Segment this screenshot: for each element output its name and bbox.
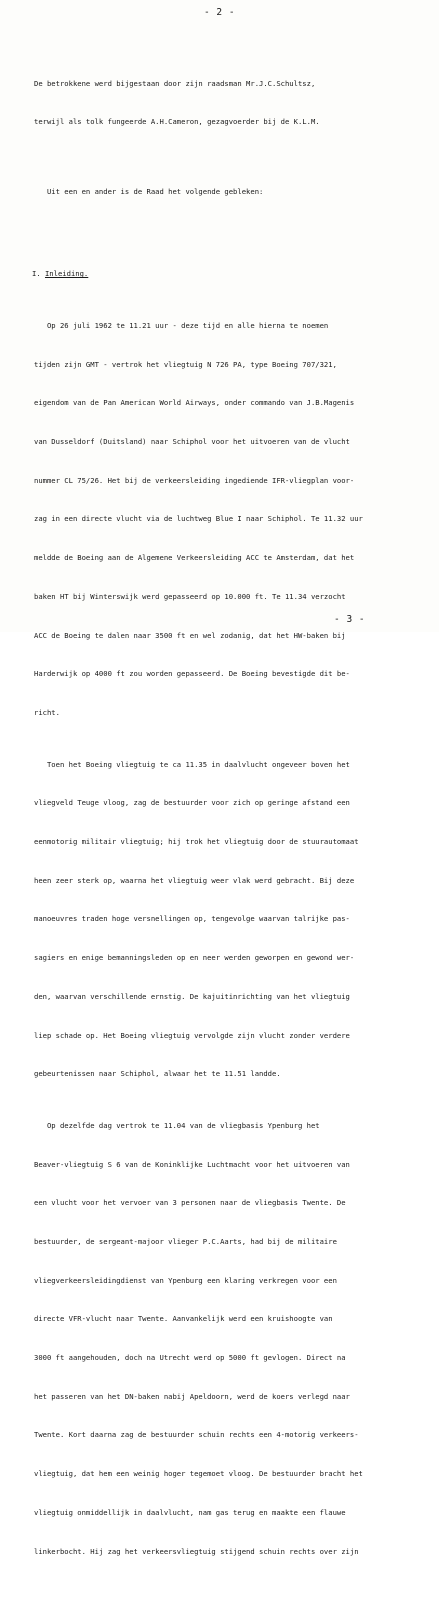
paragraph-line: ACC de Boeing te dalen naar 3500 ft en wel zodanig, dat het HW-baken bij <box>34 630 346 640</box>
paragraph-line: manoeuvres traden hoge versnellingen op, tengevolge waarvan talrijke pas- <box>34 914 350 924</box>
page-number-bottom: - 3 - <box>334 614 366 625</box>
paragraph-line: heen zeer sterk op, waarna het vliegtuig weer vlak werd gebracht. Bij deze <box>34 875 355 885</box>
section-number: I. <box>32 269 41 279</box>
paragraph-line: vliegtuig onmiddellijk in daalvlucht, nam gas terug en maakte een flauwe <box>34 1507 346 1517</box>
paragraph-line: vliegtuig, dat hem een weinig hoger tegemoet vloog. De bestuurder bracht het <box>34 1469 363 1479</box>
paragraph-line: den, waarvan verschillende ernstig. De kajuitinrichting van het vliegtuig <box>34 991 350 1001</box>
paragraph-line: vliegverkeersleidingdienst van Ypenburg een klaring verkregen voor een <box>34 1275 337 1285</box>
paragraph-line: zag in een directe vlucht via de luchtweg Blue I naar Schiphol. Te 11.32 uur <box>34 514 363 524</box>
paragraph-line: richt. <box>34 708 60 717</box>
paragraph-line: van Dusseldorf (Duitsland) naar Schiphol voor het uitvoeren van de vlucht <box>34 437 350 447</box>
section-title: Inleiding. <box>44 269 89 279</box>
document-body <box>34 39 432 1597</box>
paragraph-line: vliegveld Teuge vloog, zag de bestuurder voor zich op geringe afstand een <box>34 798 350 808</box>
paragraph-line: Toen het Boeing vliegtuig te ca 11.35 in daalvlucht ongeveer boven het <box>34 759 350 769</box>
paragraph-line: 3000 ft aangehouden, doch na Utrecht werd op 5000 ft gevlogen. Direct na <box>34 1353 346 1363</box>
paragraph-line: linkerbocht. Hij zag het verkeersvliegtuig stijgend schuin rechts over zijn <box>34 1546 359 1556</box>
paragraph-line: Beaver-vliegtuig S 6 van de Koninklijke Luchtmacht voor het uitvoeren van <box>34 1159 350 1169</box>
paragraph-line: baken HT bij Winterswijk werd gepasseerd op 10.000 ft. Te 11.34 verzocht <box>34 591 346 601</box>
paragraph-line: liep schade op. Het Boeing vliegtuig vervolgde zijn vlucht zonder verdere <box>34 1030 350 1040</box>
paragraph-line: het passeren van het DN-baken nabij Apeldoorn, werd de koers verlegd naar <box>34 1391 350 1401</box>
paragraph-line: Op dezelfde dag vertrok te 11.04 van de vliegbasis Ypenburg het <box>34 1120 320 1130</box>
paragraph-line: directe VFR-vlucht naar Twente. Aanvankelijk werd een kruishoogte van <box>34 1314 333 1324</box>
intro-statement: Uit een en ander is de Raad het volgende gebleken: <box>34 186 264 196</box>
intro-line: De betrokkene werd bijgestaan door zijn raadsman Mr.J.C.Schultsz, <box>34 78 316 88</box>
paragraph-line: sagiers en enige bemanningsleden op en neer werden geworpen en gewond wer- <box>34 953 355 963</box>
page-number-top: - 2 - <box>203 7 236 18</box>
paragraph-line: eenmotorig militair vliegtuig; hij trok het vliegtuig door de stuurautomaat <box>34 837 359 847</box>
paragraph-line: meldde de Boeing aan de Algemene Verkeersleiding ACC te Amsterdam, dat het <box>34 553 355 563</box>
paragraph-line: Op 26 juli 1962 te 11.21 uur - deze tijd en alle hierna te noemen <box>34 320 329 330</box>
paragraph-line: Harderwijk op 4000 ft zou worden gepasseerd. De Boeing bevestigde dit be- <box>34 669 350 679</box>
section-heading <box>32 268 432 281</box>
paragraph-line: bestuurder, de sergeant-majoor vlieger P.C.Aarts, had bij de militaire <box>34 1236 337 1246</box>
paragraph-line: Twente. Kort daarna zag de bestuurder schuin rechts een 4-motorig verkeers- <box>34 1430 359 1440</box>
paragraph-line: eigendom van de Pan American World Airways, onder commando van J.B.Magenis <box>34 398 355 408</box>
paragraph-line: een vlucht voor het vervoer van 3 personen naar de vliegbasis Twente. De <box>34 1198 346 1208</box>
paragraph-line: gebeurtenissen naar Schiphol, alwaar het te 11.51 landde. <box>34 1069 281 1079</box>
paragraph-line: nummer CL 75/26. Het bij de verkeersleiding ingediende IFR-vliegplan voor- <box>34 475 355 485</box>
intro-line: terwijl als tolk fungeerde A.H.Cameron, gezagvoerder bij de K.L.M. <box>34 117 320 127</box>
paragraph-line: tijden zijn GMT - vertrok het vliegtuig N 726 PA, type Boeing 707/321, <box>34 359 337 369</box>
